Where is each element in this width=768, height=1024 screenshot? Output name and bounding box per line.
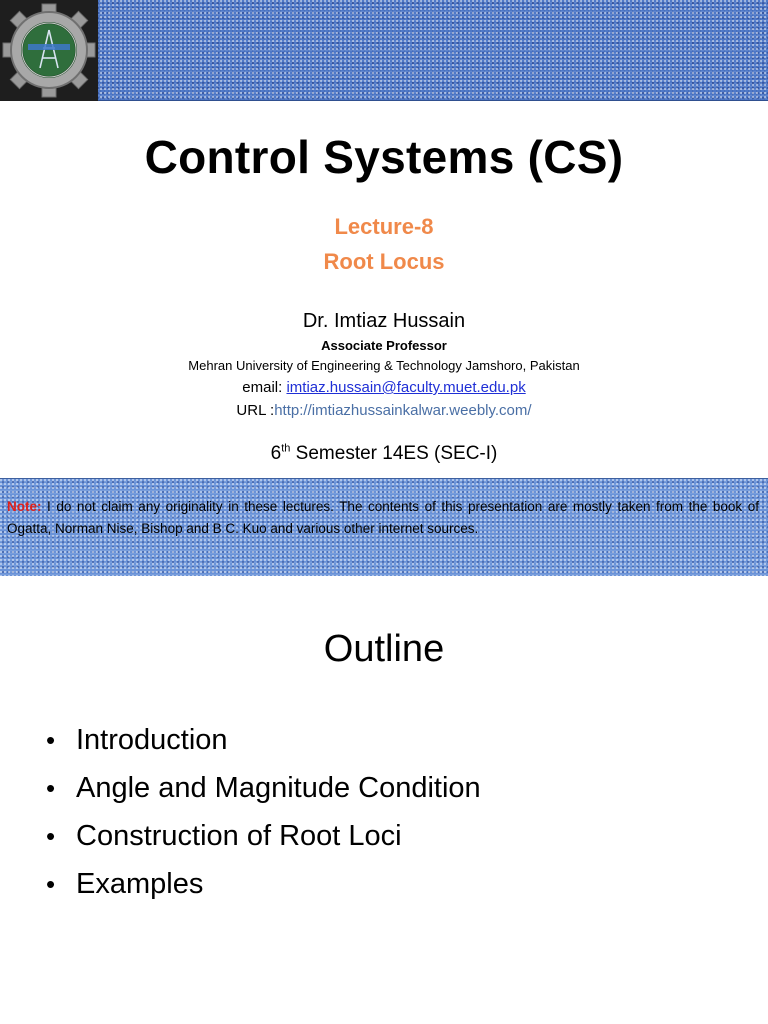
url-link[interactable]: http://imtiazhussainkalwar.weebly.com/ — [274, 402, 532, 419]
bullet-icon: • — [46, 869, 56, 899]
outline-title: Outline — [323, 628, 445, 670]
semester-text: Semester 14ES (SEC-I) — [290, 443, 498, 464]
disclaimer-label: Note: — [7, 499, 42, 514]
bullet-icon: • — [46, 725, 56, 755]
author-university: Mehran University of Engineering & Technology Jamshoro, Pakistan — [188, 358, 580, 373]
university-logo — [0, 0, 98, 101]
email-link[interactable]: imtiaz.hussain@faculty.muet.edu.pk — [286, 379, 526, 396]
outline-item-introduction — [46, 716, 481, 764]
lecture-subject: Root Locus — [323, 249, 445, 274]
presentation-title: Control Systems (CS) — [144, 131, 624, 183]
outline-item-label: Angle and Magnitude Condition — [76, 772, 481, 804]
outline-item-examples — [46, 860, 481, 908]
author-name: Dr. Imtiaz Hussain — [302, 310, 466, 332]
lecture-number: Lecture-8 — [334, 214, 434, 239]
semester-number: 6 — [270, 443, 282, 464]
university-gear-logo-icon — [0, 0, 98, 101]
outline-item-label: Examples — [76, 868, 204, 900]
author-position: Associate Professor — [321, 338, 447, 353]
email-line — [0, 379, 768, 396]
header-banner — [0, 0, 768, 101]
disclaimer-text — [7, 496, 759, 540]
outline-item-label: Introduction — [76, 724, 228, 756]
semester-suffix: th — [281, 442, 291, 455]
disclaimer-band — [0, 478, 768, 576]
disclaimer-body: I do not claim any originality in these lectures. The contents of this presentation are mostly taken from the book of Ogatta, Norman Nise, Bishop and B C. Kuo and various other internet sources. — [7, 499, 759, 536]
semester-info — [0, 443, 768, 465]
url-line — [0, 402, 768, 419]
bullet-icon: • — [46, 773, 56, 803]
bullet-icon: • — [46, 821, 56, 851]
outline-slide — [0, 576, 768, 1024]
outline-list — [46, 716, 481, 908]
outline-item-construction — [46, 812, 481, 860]
outline-item-label: Construction of Root Loci — [76, 820, 402, 852]
url-label: URL : — [236, 402, 275, 419]
email-label: email: — [242, 379, 287, 396]
outline-item-angle-magnitude — [46, 764, 481, 812]
